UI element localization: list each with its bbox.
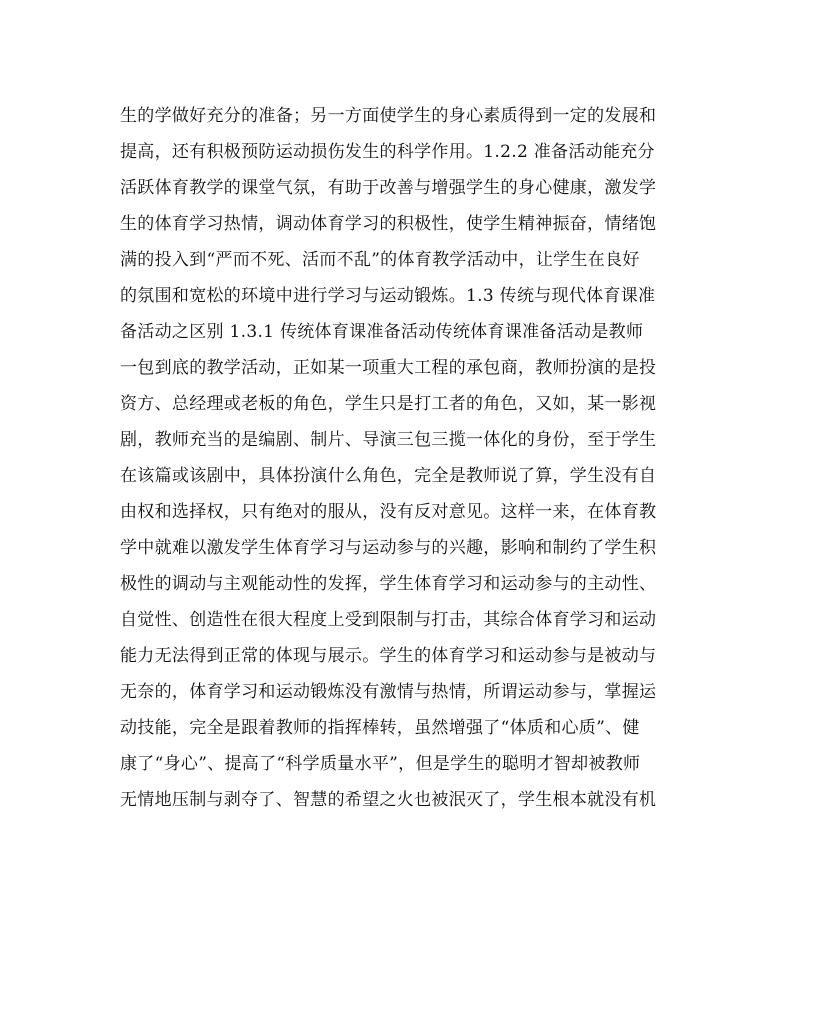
text-line: 动技能，完全是跟着教师的指挥棒转，虽然增强了“体质和心质”、健 — [120, 718, 640, 738]
text-line: 一包到底的教学活动，正如某一项重大工程的承包商，教师扮演的是投 — [120, 358, 657, 378]
text-line: 学中就难以激发学生体育学习与运动参与的兴趣，影响和制约了学生积 — [120, 538, 657, 558]
text-line: 无奈的，体育学习和运动锻炼没有激情与热情，所谓运动参与，掌握运 — [120, 682, 657, 702]
text-line: 活跃体育教学的课堂气氛，有助于改善与增强学生的身心健康，激发学 — [120, 178, 657, 198]
text-line: 在该篇或该剧中，具体扮演什么角色，完全是教师说了算，学生没有自 — [120, 466, 657, 486]
text-line: 提高，还有积极预防运动损伤发生的科学作用。1.2.2 准备活动能充分 — [120, 142, 655, 162]
body-text — [120, 98, 710, 818]
text-line: 剧，教师充当的是编剧、制片、导演三包三揽一体化的身份，至于学生 — [120, 430, 657, 450]
text-line: 能力无法得到正常的体现与展示。学生的体育学习和运动参与是被动与 — [120, 646, 657, 666]
text-line: 资方、总经理或老板的角色，学生只是打工者的角色，又如，某一影视 — [120, 394, 657, 414]
text-line: 自觉性、创造性在很大程度上受到限制与打击，其综合体育学习和运动 — [120, 610, 657, 630]
text-line: 康了“身心”、提高了“科学质量水平”，但是学生的聪明才智却被教师 — [120, 754, 641, 774]
text-line: 满的投入到“严而不死、活而不乱”的体育教学活动中，让学生在良好 — [120, 250, 640, 270]
text-line: 无情地压制与剥夺了、智慧的希望之火也被泯灭了，学生根本就没有机 — [120, 790, 657, 810]
text-line: 生的体育学习热情，调动体育学习的积极性，使学生精神振奋，情绪饱 — [120, 214, 657, 234]
text-line: 的氛围和宽松的环境中进行学习与运动锻炼。1.3 传统与现代体育课准 — [120, 286, 656, 306]
text-line: 备活动之区别 1.3.1 传统体育课准备活动传统体育课准备活动是教师 — [120, 322, 644, 342]
text-line: 由权和选择权，只有绝对的服从，没有反对意见。这样一来，在体育教 — [120, 502, 657, 522]
text-line: 极性的调动与主观能动性的发挥，学生体育学习和运动参与的主动性、 — [120, 574, 657, 594]
text-line: 生的学做好充分的准备；另一方面使学生的身心素质得到一定的发展和 — [120, 106, 657, 126]
